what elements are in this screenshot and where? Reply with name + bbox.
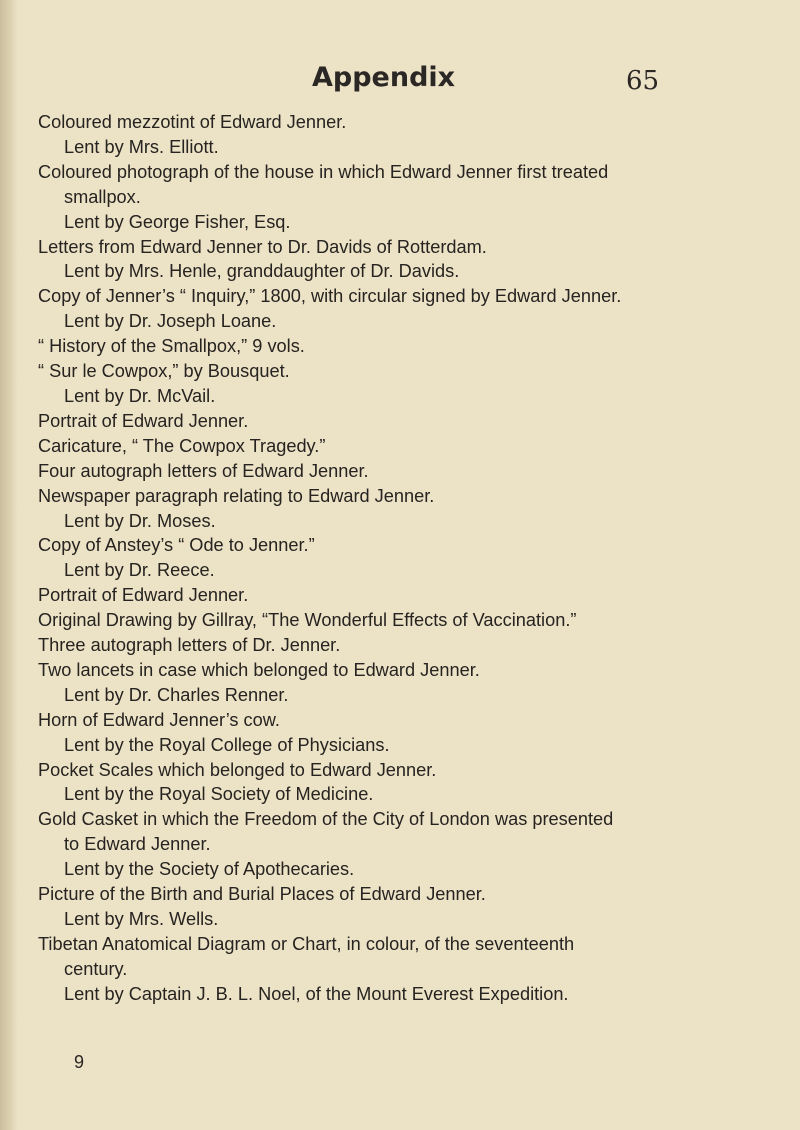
list-item: [36, 608, 704, 633]
item-description: Original Drawing by Gillray, “The Wonderful Effects of Vaccination.”: [38, 610, 577, 631]
item-description: Coloured photograph of the house in which Edward Jenner first treated: [38, 161, 609, 182]
item-lender: Lent by Dr. Reece.: [64, 560, 215, 581]
item-description: Gold Casket in which the Freedom of the City of London was presented: [38, 809, 614, 830]
item-description-continued: to Edward Jenner.: [64, 834, 211, 855]
list-item: [36, 484, 704, 534]
item-description: Coloured mezzotint of Edward Jenner.: [38, 112, 347, 132]
item-description: Portrait of Edward Jenner.: [38, 585, 249, 606]
item-description-continued: smallpox.: [64, 186, 141, 207]
item-lender: Lent by George Fisher, Esq.: [64, 211, 291, 232]
item-description: Two lancets in case which belonged to Edward Jenner.: [38, 659, 480, 680]
printer-signature: 9: [74, 1052, 85, 1072]
item-lender: Lent by the Society of Apothecaries.: [64, 859, 355, 880]
list-item: [36, 284, 704, 334]
item-description: Picture of the Birth and Burial Places of Edward Jenner.: [38, 884, 486, 905]
list-item: [36, 459, 704, 484]
page-title: Appendix: [312, 62, 456, 93]
list-item: [36, 882, 704, 932]
list-item: [36, 583, 704, 608]
item-lender: Lent by Mrs. Henle, granddaughter of Dr. Davids.: [64, 261, 460, 282]
list-item: [36, 807, 704, 882]
page-gutter-shadow: [0, 0, 18, 1130]
item-description: Horn of Edward Jenner’s cow.: [38, 709, 280, 730]
item-description: “ Sur le Cowpox,” by Bousquet.: [38, 361, 290, 382]
list-item: [36, 533, 704, 583]
list-item: [36, 235, 704, 285]
item-description: Four autograph letters of Edward Jenner.: [38, 460, 369, 481]
item-description: Caricature, “ The Cowpox Tragedy.”: [38, 435, 326, 456]
item-description: Pocket Scales which belonged to Edward Jenner.: [38, 759, 437, 780]
item-lender: Lent by Mrs. Wells.: [64, 909, 219, 929]
item-lender: Lent by Captain J. B. L. Noel, of the Mount Everest Expedition.: [64, 983, 569, 1004]
page-number: 65: [626, 66, 660, 96]
list-item: [36, 160, 704, 235]
list-item: [36, 434, 704, 459]
item-description: Newspaper paragraph relating to Edward Jenner.: [38, 485, 435, 506]
item-description: Letters from Edward Jenner to Dr. Davids of Rotterdam.: [38, 236, 487, 257]
item-lender: Lent by the Royal College of Physicians.: [64, 734, 390, 755]
item-description: “ History of the Smallpox,” 9 vols.: [38, 336, 305, 357]
item-description: Portrait of Edward Jenner.: [38, 410, 249, 431]
list-item: [36, 633, 704, 658]
list-item: [36, 658, 704, 708]
list-item: [36, 110, 704, 160]
item-description: Copy of Anstey’s “ Ode to Jenner.”: [38, 535, 315, 556]
list-item: [36, 409, 704, 434]
item-description: Copy of Jenner’s “ Inquiry,” 1800, with circular signed by Edward Jenner.: [38, 286, 622, 307]
list-item: [36, 758, 704, 808]
page-header: [0, 62, 800, 102]
item-description: Tibetan Anatomical Diagram or Chart, in colour, of the seventeenth: [38, 933, 575, 954]
item-description-continued: century.: [64, 958, 128, 979]
appendix-list: [36, 110, 704, 1007]
list-item: [36, 708, 704, 758]
item-lender: Lent by Dr. Charles Renner.: [64, 684, 289, 705]
item-lender: Lent by the Royal Society of Medicine.: [64, 784, 374, 805]
item-description: Three autograph letters of Dr. Jenner.: [38, 635, 341, 656]
list-item: [36, 334, 704, 359]
item-lender: Lent by Dr. Joseph Loane.: [64, 311, 277, 332]
list-item: [36, 932, 704, 1007]
item-lender: Lent by Dr. McVail.: [64, 385, 216, 406]
list-item: [36, 359, 704, 409]
item-lender: Lent by Mrs. Elliott.: [64, 136, 219, 157]
item-lender: Lent by Dr. Moses.: [64, 510, 216, 531]
